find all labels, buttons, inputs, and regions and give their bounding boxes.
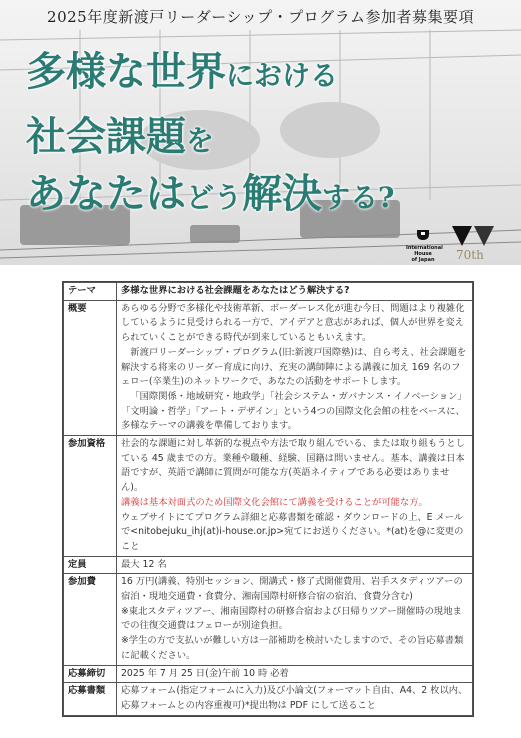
row-label-deadline: 応募締切 bbox=[64, 665, 117, 683]
row-label-eligibility: 参加資格 bbox=[64, 436, 117, 557]
row-label-theme: テーマ bbox=[64, 283, 117, 301]
headline-line-3: あなたはどう解決する? bbox=[26, 170, 395, 217]
table-row bbox=[64, 574, 473, 665]
recruitment-table bbox=[62, 281, 474, 717]
theme-value: 多様な世界における社会課題をあなたはどう解決する? bbox=[117, 283, 473, 301]
headline-line-1: 多様な世界における bbox=[26, 48, 339, 95]
in-person-notice: 講義は基本対面式のため国際文化会館にて講義を受けることが可能な方。 bbox=[121, 496, 428, 508]
row-label-overview: 概要 bbox=[64, 300, 117, 435]
ihj-mark-icon bbox=[416, 229, 430, 241]
row-label-capacity: 定員 bbox=[64, 556, 117, 574]
anniversary-70th-logo bbox=[450, 224, 496, 262]
fee-value: 16 万円(講義、特別セッション、開講式・修了式開催費用、岩手スタディツアーの宿泊・現地交通費・食費分、湘南国際村研修合宿の宿泊、食費分含む) ※東北スタディツアー、湘南国際村の研修合宿および日帰りツアー開催時の現地までの往復交通費はフェローが別途負担。 ※学生の方で支払いが難しい方は一部補助を検討いたしますので、その旨応募書類に記載ください。 bbox=[117, 574, 473, 665]
eligibility-value: 社会的な課題に対し革新的な視点や方法で取り組んでいる、または取り組もうとしている 45 歳までの方。業種や職種、経験、国籍は問いません。基本、講義は日本語ですが、英語で講師に質問が可能な方(英語ネイティブである必要はありません)。 講義は基本対面式のため国際文化会館にて講義を受けることが可能な方。 ウェブサイトにてプログラム詳細と応募書類を確認・ダウンロードの上、E メールで<nitobejuku_ihj(at)i-house.or.jp>宛てにお送りください。*(at)を@に変更のこと bbox=[117, 436, 473, 557]
row-label-documents: 応募書類 bbox=[64, 683, 117, 715]
document-title: 2025年度新渡戸リーダーシップ・プログラム参加者募集要項 bbox=[47, 8, 474, 26]
hero-banner bbox=[0, 0, 521, 265]
application-email-text: ウェブサイトにてプログラム詳細と応募書類を確認・ダウンロードの上、E メールで<nitobejuku_ihj(at)i-house.or.jp>宛てにお送りください。*(at)を@に変更のこと bbox=[121, 511, 464, 552]
headline-line-2: 社会課題を bbox=[26, 113, 215, 160]
documents-value: 応募フォーム(指定フォームに入力)及び小論文(フォーマット自由、A4、2 枚以内、応募フォームとの内容重複可)*提出物は PDF にして送ること bbox=[117, 683, 473, 715]
row-label-fee: 参加費 bbox=[64, 574, 117, 665]
table-row bbox=[64, 436, 473, 557]
deadline-value: 2025 年 7 月 25 日(金)午前 10 時 必着 bbox=[117, 665, 473, 683]
table-row bbox=[64, 283, 473, 301]
table-row bbox=[64, 556, 473, 574]
svg-text:70th: 70th bbox=[456, 248, 484, 262]
table-row bbox=[64, 683, 473, 715]
capacity-value: 最大 12 名 bbox=[117, 556, 473, 574]
overview-value: あらゆる分野で多様化や技術革新、ボーダーレス化が進む今日、問題はより複雑化しているように見受けられる一方で、アイデアと意志があれば、個人が世界を変えられていくことができる時代が到来しているともいえます。 新渡戸リーダーシップ・プログラム(旧:新渡戸国際塾)は、自ら考え、社会課題を解決する将来のリーダー育成に向け、充実の講師陣による講義に加え 169 名のフェロー(卒業生)のネットワークで、あなたの活動をサポートします。 「国際関係・地域研究・地政学」「社会システム・ガバナンス・イノベーション」「文明論・哲学」「アート・デザイン」という4つの国際文化会館の柱をベースに、多様なテーマの講義を準備しております。 bbox=[117, 300, 473, 435]
table-row bbox=[64, 300, 473, 435]
table-row bbox=[64, 665, 473, 683]
ihj-logo: International House of Japan bbox=[406, 226, 440, 263]
